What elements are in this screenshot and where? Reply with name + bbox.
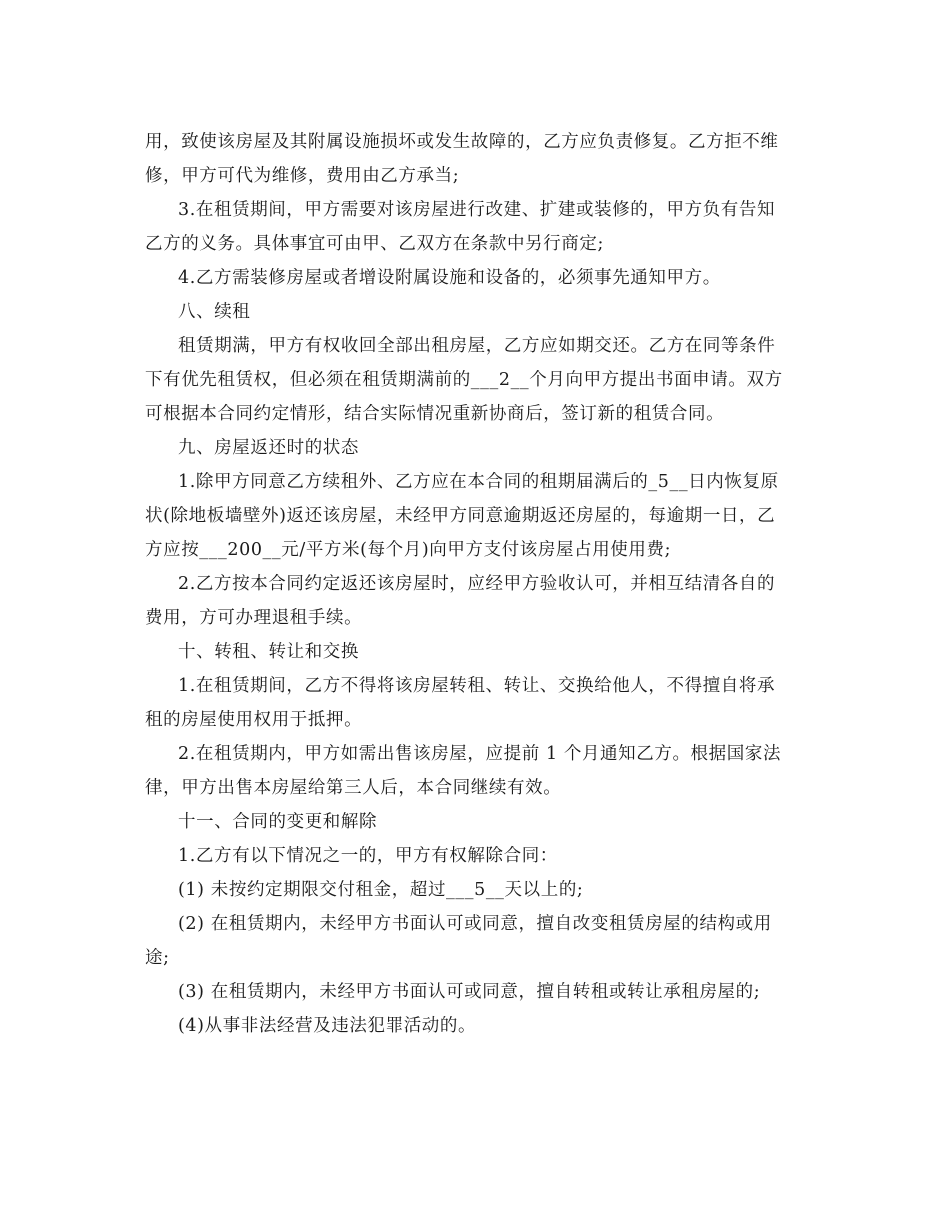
text-line: 租的房屋使用权用于抵押。 <box>145 710 363 730</box>
text-line: 律，甲方出售本房屋给第三人后，本合同继续有效。 <box>145 778 562 798</box>
text-line: 租赁期满，甲方有权收回全部出租房屋，乙方应如期交还。乙方在同等条件 <box>178 336 776 356</box>
section-heading: 十、转租、转让和交换 <box>178 642 359 662</box>
list-item: (4)从事非法经营及违法犯罪活动的。 <box>178 1016 477 1036</box>
text-line: 费用，方可办理退租手续。 <box>145 608 363 628</box>
text-line: 修，甲方可代为维修，费用由乙方承当; <box>145 166 460 186</box>
text-line: 1.除甲方同意乙方续租外、乙方应在本合同的租期届满后的_5__日内恢复原 <box>178 472 779 492</box>
section-heading: 十一、合同的变更和解除 <box>178 812 378 832</box>
text-line: 1.乙方有以下情况之一的，甲方有权解除合同： <box>178 846 558 866</box>
text-line: 途; <box>145 948 170 968</box>
list-item: (1) 未按约定期限交付租金，超过___5__天以上的; <box>178 880 584 900</box>
text-line: 1.在租赁期间，乙方不得将该房屋转租、转让、交换给他人，不得擅自将承 <box>178 676 776 696</box>
text-line: 4.乙方需装修房屋或者增设附属设施和设备的，必须事先通知甲方。 <box>178 268 721 288</box>
text-line: 3.在租赁期间，甲方需要对该房屋进行改建、扩建或装修的，甲方负有告知 <box>178 200 776 220</box>
text-line: 方应按___200__元/平方米(每个月)向甲方支付该房屋占用使用费; <box>145 540 672 560</box>
text-line: 2.乙方按本合同约定返还该房屋时，应经甲方验收认可，并相互结清各自的 <box>178 574 776 594</box>
document-body <box>145 127 805 1045</box>
text-line: 状(除地板墙壁外)返还该房屋，未经甲方同意逾期返还房屋的，每逾期一日，乙 <box>145 506 776 526</box>
section-heading: 九、房屋返还时的状态 <box>178 438 359 458</box>
text-line: 可根据本合同约定情形，结合实际情况重新协商后，签订新的租赁合同。 <box>145 404 725 424</box>
section-heading: 八、续租 <box>178 302 251 322</box>
text-line: 下有优先租赁权，但必须在租赁期满前的___2__个月向甲方提出书面申请。双方 <box>145 370 783 390</box>
text-line: 2.在租赁期内，甲方如需出售该房屋，应提前 1 个月通知乙方。根据国家法 <box>178 744 782 764</box>
text-line: 乙方的义务。具体事宜可由甲、乙双方在条款中另行商定; <box>145 234 604 254</box>
list-item: (3) 在租赁期内，未经甲方书面认可或同意，擅自转租或转让承租房屋的; <box>178 982 761 1002</box>
list-item: (2) 在租赁期内，未经甲方书面认可或同意，擅自改变租赁房屋的结构或用 <box>178 914 772 934</box>
text-line: 用，致使该房屋及其附属设施损坏或发生故障的，乙方应负责修复。乙方拒不维 <box>145 132 779 152</box>
